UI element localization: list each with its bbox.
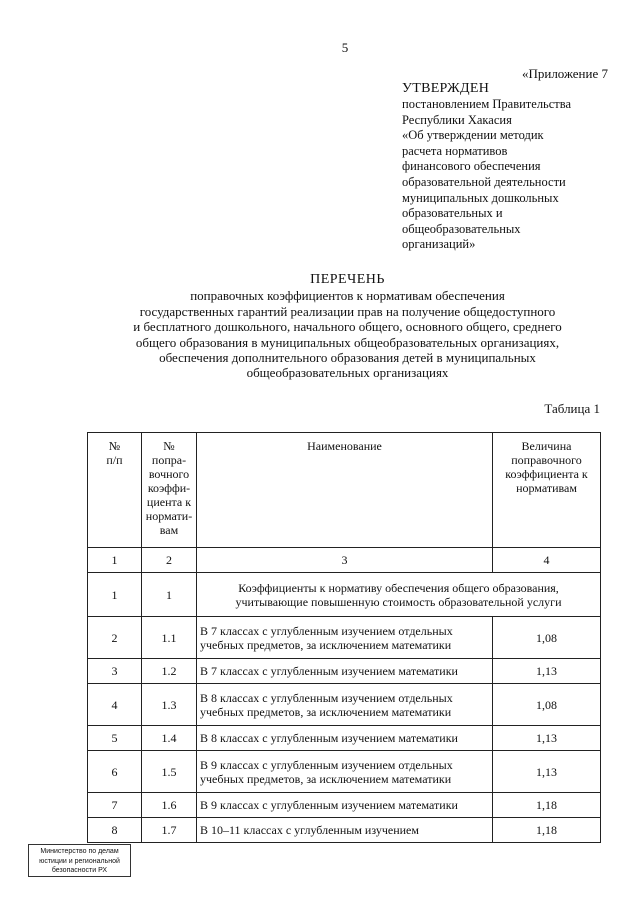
coefficients-table — [87, 432, 601, 843]
title-line: общеобразовательных организациях — [246, 365, 449, 381]
coefficient-value: 1,08 — [493, 617, 601, 659]
coefficient-value: 1,13 — [493, 659, 601, 684]
document-title — [60, 272, 635, 381]
row-number: 4 — [88, 684, 142, 726]
column-number: 2 — [142, 548, 197, 573]
approval-line: постановлением Правительства — [402, 97, 572, 111]
column-number: 4 — [493, 548, 601, 573]
header-coefficient-number: № попра- вочного коэффи- циента к нормати- вам — [142, 433, 197, 548]
approval-line: муниципальных дошкольных — [402, 190, 559, 205]
row-number: 6 — [88, 751, 142, 793]
table-row — [88, 793, 601, 818]
table-row — [88, 659, 601, 684]
table-row — [88, 818, 601, 843]
coefficient-value: 1,08 — [493, 684, 601, 726]
coefficient-code: 1.6 — [142, 793, 197, 818]
document-heading: ПЕРЕЧЕНЬ — [310, 272, 385, 287]
column-number: 3 — [197, 548, 493, 573]
coefficient-value: 1,13 — [493, 726, 601, 751]
coefficient-value: 1,18 — [493, 793, 601, 818]
title-line: общего образования в муниципальных общеобразовательных организациях, — [135, 334, 560, 350]
approval-block — [402, 80, 602, 253]
header-row-number: № п/п — [88, 433, 142, 548]
coefficient-value: 1,13 — [493, 751, 601, 793]
section-row — [88, 573, 601, 617]
table-row — [88, 684, 601, 726]
column-number-row — [88, 548, 601, 573]
row-number: 1 — [88, 573, 142, 617]
coefficient-description: В 10–11 классах с углубленным изучением — [197, 818, 493, 843]
coefficient-description: В 8 классах с углубленным изучением отдельных учебных предметов, за исключением математики — [197, 684, 493, 726]
row-number: 3 — [88, 659, 142, 684]
approval-line: организаций» — [402, 237, 476, 252]
approval-line: общеобразовательных — [402, 221, 521, 236]
coefficient-description: В 9 классах с углубленным изучением математики — [197, 793, 493, 818]
title-line: поправочных коэффициентов к нормативам обеспечения — [190, 288, 505, 304]
stamp-line: безопасности РХ — [51, 867, 108, 874]
page-number: 5 — [341, 40, 349, 55]
coefficient-description: В 7 классах с углубленным изучением отдельных учебных предметов, за исключением математики — [197, 617, 493, 659]
row-number: 8 — [88, 818, 142, 843]
column-number: 1 — [88, 548, 142, 573]
coefficient-description: В 9 классах с углубленным изучением отдельных учебных предметов, за исключением математики — [197, 751, 493, 793]
stamp-line: юстиции и региональной — [39, 857, 120, 865]
approval-line: образовательной деятельности — [402, 174, 566, 189]
header-coefficient-value: Величина поправочного коэффициента к нормативам — [493, 433, 601, 548]
table-row — [88, 617, 601, 659]
approval-line: расчета нормативов — [402, 143, 508, 158]
coefficient-code: 1.5 — [142, 751, 197, 793]
approval-title: УТВЕРЖДЕН — [402, 81, 490, 96]
appendix-label: «Приложение 7 — [521, 66, 608, 81]
coefficient-code: 1.3 — [142, 684, 197, 726]
coefficient-code: 1.4 — [142, 726, 197, 751]
approval-line: Республики Хакасия — [402, 112, 512, 127]
table-row — [88, 751, 601, 793]
coefficient-description: В 7 классах с углубленным изучением математики — [197, 659, 493, 684]
approval-line: «Об утверждении методик — [402, 128, 544, 143]
coefficient-code: 1.2 — [142, 659, 197, 684]
ministry-stamp — [28, 844, 131, 877]
coefficient-value: 1,18 — [493, 818, 601, 843]
approval-line: финансового обеспечения — [402, 159, 541, 174]
coefficient-code: 1.7 — [142, 818, 197, 843]
table-label: Таблица 1 — [544, 401, 600, 416]
row-number: 2 — [88, 617, 142, 659]
section-title: Коэффициенты к нормативу обеспечения общего образования, учитывающие повышенную стоимость образовательной услуги — [197, 573, 601, 617]
title-line: и бесплатного дошкольного, начального общего, основного общего, среднего — [133, 319, 562, 335]
row-number: 7 — [88, 793, 142, 818]
approval-line: образовательных и — [402, 206, 503, 221]
row-number: 5 — [88, 726, 142, 751]
title-line: государственных гарантий реализации прав на получение общедоступного — [139, 303, 556, 319]
coefficient-description: В 8 классах с углубленным изучением математики — [197, 726, 493, 751]
header-name: Наименование — [197, 433, 493, 548]
stamp-line: Министерство по делам — [40, 848, 119, 855]
title-line: обеспечения дополнительного образования детей в муниципальных — [159, 350, 536, 366]
coefficient-code: 1.1 — [142, 617, 197, 659]
coefficient-code: 1 — [142, 573, 197, 617]
header-row — [88, 433, 601, 548]
table-row — [88, 726, 601, 751]
